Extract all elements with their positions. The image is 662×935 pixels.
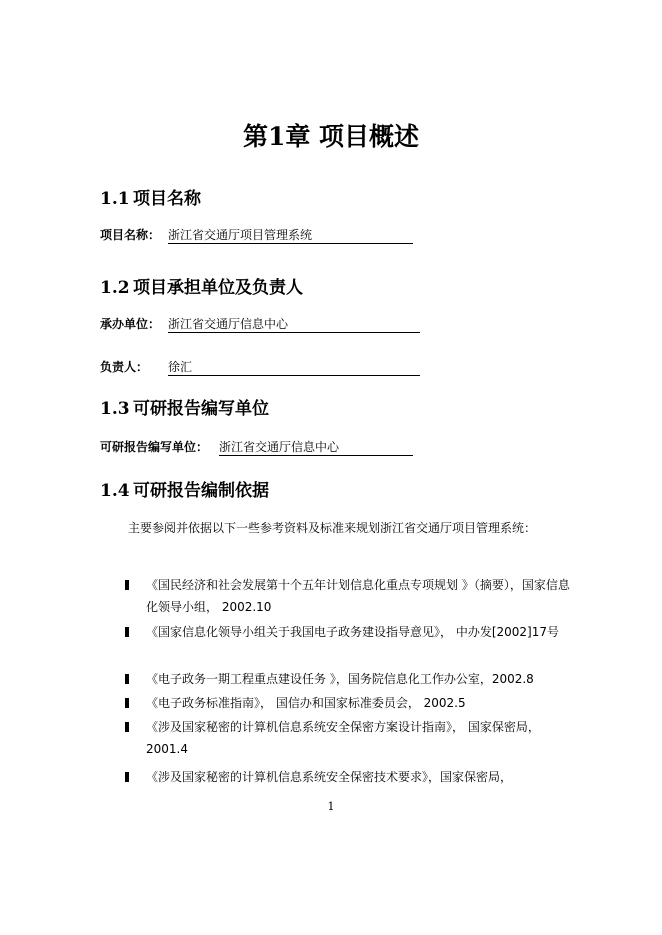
chapter-title: 第1章 项目概述 (242, 122, 420, 151)
section-heading-1-3 (100, 394, 269, 419)
reference-text: 《涉及国家秘密的计算机信息系统安全保密方案设计指南》， 国家保密局，2001.4 (146, 720, 540, 756)
reference-text: 《电子政务标准指南》， 国信办和国家标准委员会， 2002.5 (146, 696, 466, 710)
host-unit-row (100, 315, 289, 333)
reference-item (100, 692, 570, 714)
bullet-icon (125, 580, 129, 590)
reference-text: 《国民经济和社会发展第十个五年计划信息化重点专项规划 》（摘要），国家信息化领导小组， 2002.10 (146, 578, 570, 614)
reference-item (100, 621, 570, 643)
reference-item (100, 766, 570, 788)
section-number: 1.4 (100, 481, 130, 501)
person-in-charge-value: 徐汇 (168, 358, 420, 376)
project-name-row (100, 226, 313, 244)
project-name-value: 浙江省交通厅项目管理系统 (168, 226, 413, 244)
report-unit-label: 可研报告编写单位： (100, 440, 209, 454)
section-title: 项目名称 (133, 189, 201, 209)
section-number: 1.1 (100, 189, 130, 209)
reference-text: 《国家信息化领导小组关于我国电子政务建设指导意见》， 中办发[2002]17号 (146, 625, 559, 639)
person-in-charge-row (100, 358, 193, 376)
bullet-icon (125, 674, 129, 684)
report-unit-row (100, 438, 340, 456)
host-unit-label: 承办单位： (100, 317, 161, 331)
report-unit-value: 浙江省交通厅信息中心 (219, 438, 413, 456)
section-heading-1-4 (100, 476, 269, 501)
person-in-charge-label: 负责人： (100, 360, 149, 374)
reference-text: 《涉及国家秘密的计算机信息系统安全保密技术要求》，国家保密局， (146, 770, 513, 784)
bullet-icon (125, 772, 129, 782)
section-number: 1.2 (100, 278, 130, 298)
section-heading-1-1 (100, 184, 201, 209)
section-title: 项目承担单位及负责人 (133, 278, 303, 298)
section-title: 可研报告编制依据 (133, 481, 269, 501)
reference-text: 《电子政务一期工程重点建设任务 》，国务院信息化工作办公室，2002.8 (146, 672, 534, 686)
reference-item (100, 668, 570, 690)
section-title: 可研报告编写单位 (133, 399, 269, 419)
page-number: 1 (327, 800, 335, 813)
section-heading-1-2 (100, 273, 303, 298)
intro-paragraph: 主要参阅并依据以下一些参考资料及标准来规划浙江省交通厅项目管理系统： (128, 521, 537, 535)
host-unit-value: 浙江省交通厅信息中心 (168, 315, 420, 333)
bullet-icon (125, 722, 129, 732)
bullet-icon (125, 698, 129, 708)
project-name-label: 项目名称： (100, 228, 161, 242)
bullet-icon (125, 627, 129, 637)
reference-item (100, 574, 570, 618)
reference-item (100, 716, 570, 760)
section-number: 1.3 (100, 399, 130, 419)
